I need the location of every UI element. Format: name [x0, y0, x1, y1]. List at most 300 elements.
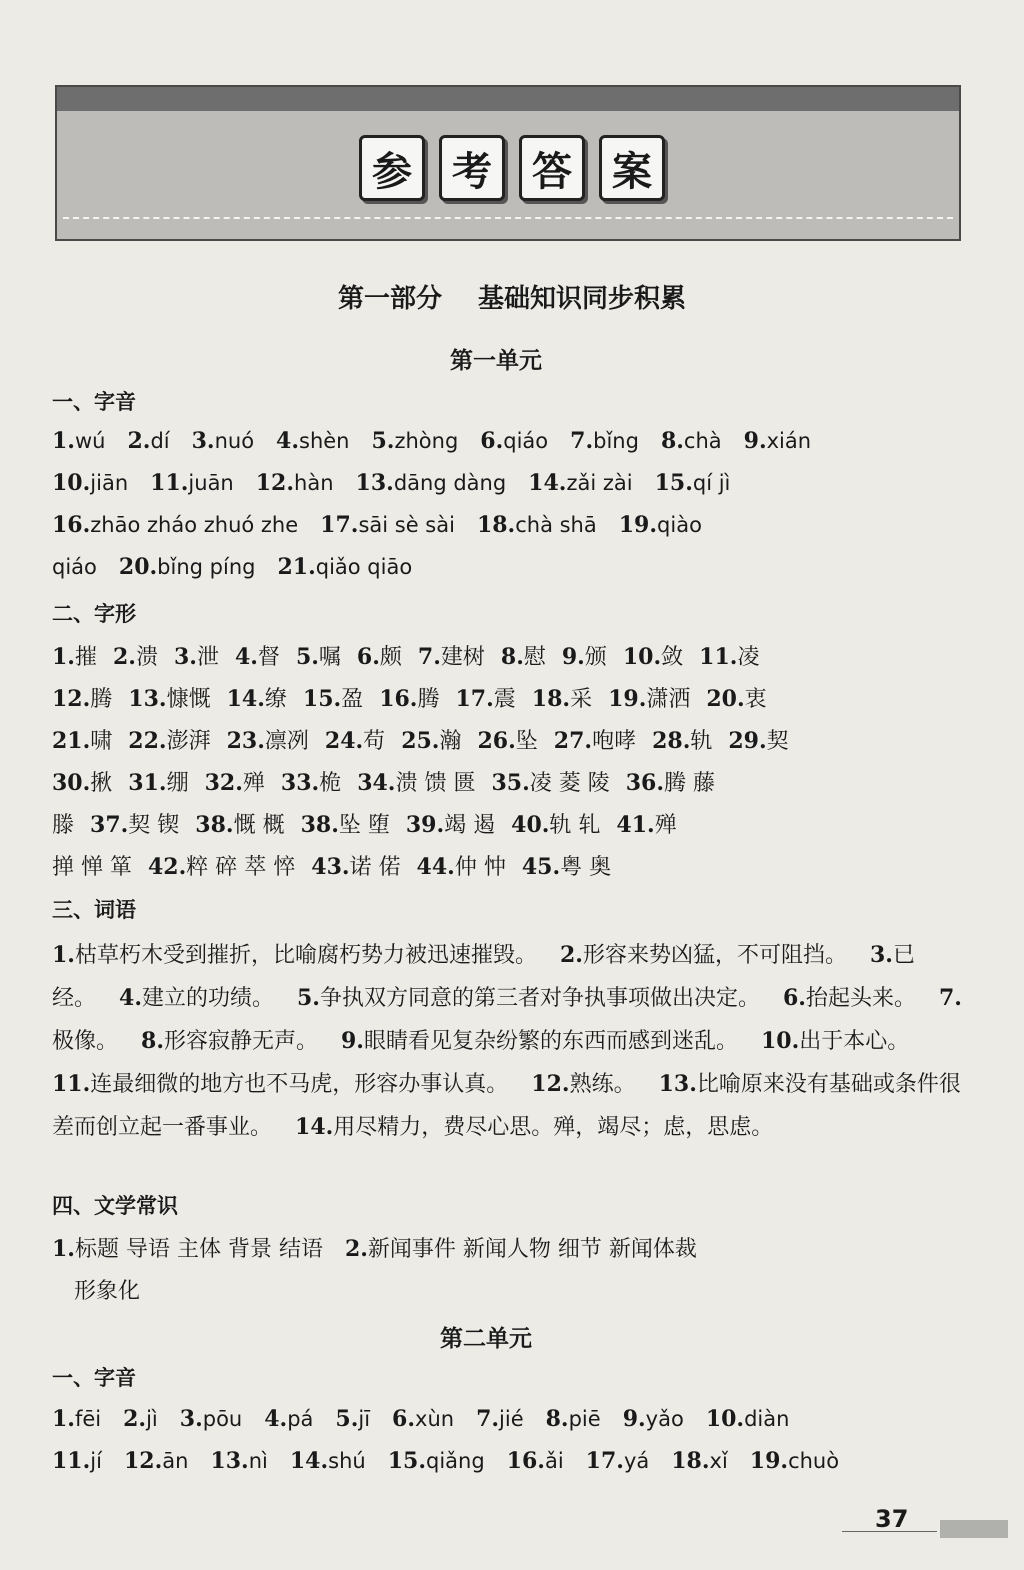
answer-line	[52, 808, 693, 839]
item-answer: 啸	[90, 729, 113, 754]
item-answer: xùn	[415, 1407, 455, 1431]
item-number: 12.	[531, 1071, 570, 1097]
answer-line	[52, 470, 752, 496]
item-number: 11.	[150, 470, 189, 496]
item-answer: shèn	[299, 429, 350, 453]
item-number: 14.	[289, 1448, 329, 1474]
answer-item	[52, 428, 105, 454]
answer-item	[52, 682, 112, 713]
item-answer: qí jì	[692, 471, 731, 495]
answer-item	[532, 682, 592, 713]
item-answer: 绷	[166, 771, 189, 796]
answer-item	[655, 470, 731, 496]
section-heading: 一、字音	[52, 1366, 136, 1390]
answer-item	[750, 1448, 839, 1474]
answer-item	[477, 512, 597, 538]
item-number: 10.	[705, 1406, 745, 1432]
answer-item	[52, 640, 97, 671]
answer-item	[52, 1232, 323, 1263]
item-number: 39.	[405, 812, 445, 838]
answer-item	[128, 724, 210, 755]
answer-item	[264, 1406, 313, 1432]
vocabulary-item	[341, 1029, 738, 1054]
item-number: 6.	[392, 1406, 416, 1432]
item-answer: 诺 偌	[349, 855, 401, 880]
item-number: 2.	[559, 942, 583, 968]
answer-item	[570, 428, 639, 454]
item-number: 2.	[123, 1406, 147, 1432]
item-answer: pá	[287, 1407, 314, 1431]
item-answer: 慰	[523, 645, 546, 670]
item-answer: 契 锲	[128, 813, 180, 838]
item-number: 23.	[226, 728, 265, 754]
item-answer: 督	[257, 645, 280, 670]
item-number: 4.	[234, 644, 258, 670]
vocabulary-item	[531, 1072, 635, 1097]
item-number: 8.	[545, 1406, 569, 1432]
answer-item	[52, 1448, 102, 1474]
part-name: 基础知识同步积累	[478, 284, 687, 314]
item-answer: 竭 遏	[444, 813, 496, 838]
item-number: 19.	[608, 686, 647, 712]
answer-item	[174, 640, 219, 671]
answer-item	[706, 1406, 790, 1432]
item-answer: 形容来势凶猛，不可阻挡。	[582, 943, 847, 968]
answer-line	[74, 1274, 162, 1305]
item-answer: jiān	[90, 471, 129, 495]
item-answer: ǎi	[544, 1449, 564, 1473]
part-title	[0, 278, 1024, 315]
answer-item	[52, 808, 74, 839]
item-answer: chà	[683, 429, 722, 453]
item-number: 4.	[119, 985, 142, 1011]
item-answer: 凌	[737, 645, 760, 670]
answer-item	[128, 766, 188, 797]
item-number: 12.	[52, 686, 91, 712]
answer-item	[357, 640, 402, 671]
answer-item	[325, 724, 385, 755]
item-answer: 眼睛看见复杂纷繁的东西而感到迷乱。	[363, 1029, 738, 1054]
answer-item	[455, 682, 515, 713]
answer-item	[52, 470, 128, 496]
item-number: 33.	[280, 770, 320, 796]
answer-item	[119, 554, 256, 580]
item-answer: 澎湃	[166, 729, 211, 754]
item-answer: 颁	[584, 645, 607, 670]
item-number: 26.	[477, 728, 516, 754]
title-char: 考	[439, 135, 505, 201]
item-answer: 采	[570, 687, 593, 712]
item-answer: 坠 堕	[338, 813, 390, 838]
banner-top-stripe	[57, 87, 959, 111]
item-answer: 敛	[661, 645, 684, 670]
item-number: 1.	[52, 1236, 75, 1262]
item-number: 27.	[553, 728, 593, 754]
answer-item	[227, 682, 287, 713]
answer-line	[52, 428, 833, 454]
item-answer: 连最细微的地方也不马虎，形容办事认真。	[90, 1072, 509, 1097]
item-number: 16.	[506, 1448, 545, 1474]
item-answer: 掸 惮 箪	[52, 855, 132, 880]
item-number: 3.	[179, 1406, 203, 1432]
item-number: 14.	[528, 470, 567, 496]
answer-item	[303, 682, 363, 713]
item-number: 6.	[480, 428, 504, 454]
item-number: 1.	[52, 942, 75, 968]
answer-item	[528, 470, 632, 496]
item-number: 7.	[938, 985, 962, 1011]
item-number: 20.	[706, 686, 745, 712]
item-answer: 出于本心。	[799, 1029, 910, 1054]
item-number: 3.	[869, 942, 893, 968]
item-number: 35.	[491, 770, 530, 796]
item-number: 15.	[387, 1448, 426, 1474]
answer-line	[52, 1448, 861, 1474]
item-answer: 咆哮	[592, 729, 637, 754]
answer-item	[52, 850, 132, 881]
item-number: 15.	[654, 470, 693, 496]
item-answer: dí	[150, 429, 170, 453]
item-number: 11.	[699, 644, 738, 670]
item-answer: 形象化	[74, 1279, 141, 1304]
item-answer: hàn	[294, 471, 334, 495]
answer-item	[626, 766, 715, 797]
answer-item	[476, 1406, 524, 1432]
item-number: 8.	[141, 1028, 164, 1054]
item-number: 5.	[335, 1406, 359, 1432]
vocabulary-answers	[52, 934, 962, 1149]
item-number: 13.	[658, 1071, 697, 1097]
item-answer: 泄	[196, 645, 219, 670]
item-answer: jí	[90, 1449, 102, 1473]
item-number: 1.	[52, 644, 75, 670]
answer-item	[52, 766, 112, 797]
answer-item	[616, 808, 676, 839]
item-number: 43.	[311, 854, 350, 880]
item-number: 36.	[625, 770, 665, 796]
answer-line	[52, 850, 627, 881]
item-number: 13.	[355, 470, 394, 496]
item-answer: ān	[162, 1449, 189, 1473]
answer-item	[192, 428, 254, 454]
item-number: 10.	[622, 644, 662, 670]
item-number: 10.	[52, 470, 91, 496]
item-answer: 争执双方同意的第三者对争执事项做出决定。	[319, 986, 760, 1011]
item-number: 22.	[128, 728, 167, 754]
answer-item	[124, 1448, 188, 1474]
answer-item	[554, 724, 636, 755]
item-answer: 嘱	[318, 645, 341, 670]
item-number: 7.	[417, 644, 441, 670]
item-answer: chuò	[788, 1449, 840, 1473]
item-answer: 建立的功绩。	[141, 986, 274, 1011]
item-answer: 凛冽	[264, 729, 309, 754]
item-answer: 衷	[744, 687, 767, 712]
item-answer: 溃	[135, 645, 158, 670]
vocabulary-item	[761, 1029, 909, 1054]
item-number: 45.	[521, 854, 561, 880]
item-answer: 形容寂静无声。	[163, 1029, 318, 1054]
answer-item	[491, 766, 609, 797]
item-answer: 枯草朽木受到摧折，比喻腐朽势力被迅速摧毁。	[74, 943, 537, 968]
item-answer: qiáo	[503, 429, 549, 453]
answer-item	[392, 1406, 454, 1432]
item-number: 6.	[782, 985, 806, 1011]
item-answer: diàn	[744, 1407, 790, 1431]
item-answer: 殚	[242, 771, 265, 796]
item-answer: 熟练。	[569, 1072, 636, 1097]
item-number: 3.	[173, 644, 197, 670]
title-char: 案	[599, 135, 665, 201]
item-number: 7.	[476, 1406, 500, 1432]
item-answer: 殚	[654, 813, 677, 838]
answer-item	[127, 428, 169, 454]
item-answer: xián	[766, 429, 812, 453]
item-answer: 轨	[690, 729, 713, 754]
item-number: 17.	[455, 686, 494, 712]
title-char: 答	[519, 135, 585, 201]
item-number: 9.	[743, 428, 767, 454]
item-answer: 苟	[363, 729, 386, 754]
item-answer: xǐ	[709, 1449, 728, 1473]
item-answer: 腾	[90, 687, 113, 712]
answer-item	[357, 766, 475, 797]
item-answer: qiǎo qiāo	[315, 555, 413, 579]
item-answer: 抬起头来。	[805, 986, 916, 1011]
answer-item	[150, 470, 234, 496]
answer-item	[418, 640, 485, 671]
item-number: 10.	[760, 1028, 800, 1054]
item-number: 5.	[295, 644, 319, 670]
item-answer: 瀚	[439, 729, 462, 754]
answer-line	[52, 512, 724, 538]
answer-item	[728, 724, 788, 755]
item-number: 24.	[324, 728, 364, 754]
answer-item	[335, 1406, 370, 1432]
item-answer: piē	[568, 1407, 601, 1431]
item-answer: 比喻原来没有基础或条件很差而创立起一番事业。	[52, 1072, 961, 1140]
item-answer: 仲 忡	[454, 855, 506, 880]
vocabulary-item	[141, 1029, 318, 1054]
answer-item	[180, 1406, 242, 1432]
item-number: 42.	[148, 854, 187, 880]
item-number: 6.	[356, 644, 380, 670]
answer-item	[74, 1274, 140, 1305]
unit-title: 第二单元	[440, 1326, 532, 1352]
item-answer: 建树	[440, 645, 485, 670]
page-number: 37	[875, 1505, 909, 1533]
item-answer: sāi sè sài	[358, 513, 455, 537]
item-answer: qiào	[657, 513, 702, 537]
item-answer: 新闻事件 新闻人物 细节 新闻体裁	[367, 1237, 697, 1262]
answer-item	[379, 682, 439, 713]
item-answer: zǎi zài	[566, 471, 633, 495]
answer-item	[477, 724, 537, 755]
item-number: 7.	[570, 428, 594, 454]
answer-item	[113, 640, 158, 671]
answer-item	[123, 1406, 158, 1432]
answer-item	[128, 682, 210, 713]
section-heading: 三、词语	[52, 898, 136, 922]
item-number: 40.	[511, 812, 550, 838]
answer-item	[52, 724, 112, 755]
item-number: 38.	[195, 812, 234, 838]
item-answer: 盈	[341, 687, 364, 712]
item-number: 17.	[585, 1448, 624, 1474]
item-answer: zhòng	[394, 429, 459, 453]
item-answer: 慨 概	[233, 813, 285, 838]
answer-item	[511, 808, 600, 839]
item-number: 16.	[379, 686, 418, 712]
vocabulary-item	[52, 1072, 508, 1097]
item-number: 3.	[191, 428, 215, 454]
item-answer: jì	[146, 1407, 158, 1431]
item-number: 13.	[210, 1448, 249, 1474]
item-answer: nì	[248, 1449, 268, 1473]
title-banner	[55, 85, 961, 241]
answer-item	[301, 808, 390, 839]
answer-item	[401, 724, 461, 755]
answer-item	[195, 808, 284, 839]
item-number: 13.	[128, 686, 167, 712]
item-answer: wú	[74, 429, 106, 453]
answer-item	[311, 850, 400, 881]
answer-line	[52, 682, 783, 713]
item-number: 21.	[52, 728, 91, 754]
answer-item	[522, 850, 611, 881]
item-answer: 溃 馈 匮	[395, 771, 476, 796]
answer-item	[623, 1406, 684, 1432]
answer-item	[623, 640, 683, 671]
item-number: 5.	[297, 985, 320, 1011]
answer-item	[227, 724, 309, 755]
item-number: 41.	[616, 812, 655, 838]
item-answer: pōu	[202, 1407, 243, 1431]
item-number: 11.	[52, 1071, 91, 1097]
vocabulary-item	[297, 986, 760, 1011]
item-number: 9.	[622, 1406, 646, 1432]
answer-item	[205, 766, 265, 797]
item-answer: shú	[328, 1449, 366, 1473]
item-answer: qiǎng	[425, 1449, 485, 1473]
vocabulary-item	[560, 943, 847, 968]
answer-item	[699, 640, 759, 671]
item-answer: juān	[188, 471, 234, 495]
answer-item	[52, 555, 97, 580]
answer-item	[345, 1232, 697, 1263]
item-answer: 缭	[264, 687, 287, 712]
item-answer: 桅	[319, 771, 342, 796]
item-number: 18.	[531, 686, 571, 712]
answer-item	[661, 428, 722, 454]
answer-line	[52, 640, 775, 671]
item-number: 11.	[52, 1448, 91, 1474]
item-number: 12.	[123, 1448, 163, 1474]
item-number: 20.	[118, 554, 158, 580]
answer-item	[296, 640, 341, 671]
answer-item	[256, 470, 334, 496]
banner-dashed-line	[63, 217, 953, 219]
item-number: 12.	[255, 470, 295, 496]
item-answer: 粹 碎 萃 悴	[186, 855, 296, 880]
item-number: 2.	[344, 1236, 368, 1262]
vocabulary-item	[52, 943, 537, 968]
answer-line	[52, 1406, 811, 1432]
item-answer: dāng dàng	[393, 471, 507, 495]
answer-item	[235, 640, 280, 671]
answer-item	[281, 766, 341, 797]
answer-item	[148, 850, 295, 881]
item-answer: 坠	[515, 729, 538, 754]
item-answer: 凌 菱 陵	[529, 771, 610, 796]
item-number: 18.	[671, 1448, 710, 1474]
answer-item	[90, 808, 179, 839]
item-answer: jié	[499, 1407, 524, 1431]
part-number: 第一部分	[337, 284, 442, 314]
item-answer: 已经。	[52, 943, 915, 1011]
answer-item	[480, 428, 548, 454]
answer-item	[619, 512, 702, 538]
item-answer: 震	[493, 687, 516, 712]
item-number: 30.	[52, 770, 91, 796]
answer-item	[586, 1448, 650, 1474]
item-number: 28.	[652, 728, 691, 754]
answer-item	[652, 724, 712, 755]
item-answer: fēi	[74, 1407, 102, 1431]
answer-item	[417, 850, 506, 881]
item-answer: 极像。	[52, 1029, 119, 1054]
item-answer: 慷慨	[166, 687, 211, 712]
answer-line	[52, 554, 434, 580]
answer-item	[277, 554, 412, 580]
item-number: 38.	[300, 812, 339, 838]
answer-item	[290, 1448, 366, 1474]
item-answer: 颇	[379, 645, 402, 670]
item-number: 8.	[660, 428, 684, 454]
answer-item	[356, 470, 507, 496]
answer-item	[671, 1448, 728, 1474]
page-footer-bar	[940, 1520, 1008, 1538]
item-answer: chà shā	[515, 513, 597, 537]
section-heading: 四、文学常识	[52, 1194, 178, 1218]
answer-item	[744, 428, 811, 454]
vocabulary-item	[295, 1115, 773, 1140]
item-number: 1.	[52, 428, 75, 454]
answer-item	[608, 682, 690, 713]
answer-item	[388, 1448, 485, 1474]
item-number: 19.	[618, 512, 658, 538]
item-number: 14.	[295, 1114, 334, 1140]
answer-item	[276, 428, 349, 454]
item-answer: 摧	[74, 645, 97, 670]
item-number: 2.	[112, 644, 136, 670]
item-answer: 用尽精力，费尽心思。殚，竭尽；虑，思虑。	[333, 1115, 774, 1140]
item-answer: 标题 导语 主体 背景 结语	[74, 1237, 323, 1262]
section-heading: 二、字形	[52, 602, 136, 626]
item-number: 17.	[320, 512, 359, 538]
answer-item	[507, 1448, 564, 1474]
item-number: 37.	[90, 812, 129, 838]
vocabulary-item	[119, 986, 274, 1011]
item-number: 29.	[728, 728, 767, 754]
item-number: 8.	[500, 644, 524, 670]
item-number: 15.	[302, 686, 342, 712]
title-char: 参	[359, 135, 425, 201]
item-answer: 粤 奥	[560, 855, 612, 880]
vocabulary-item	[783, 986, 916, 1011]
item-number: 9.	[341, 1028, 364, 1054]
item-answer: 滕	[52, 813, 75, 838]
